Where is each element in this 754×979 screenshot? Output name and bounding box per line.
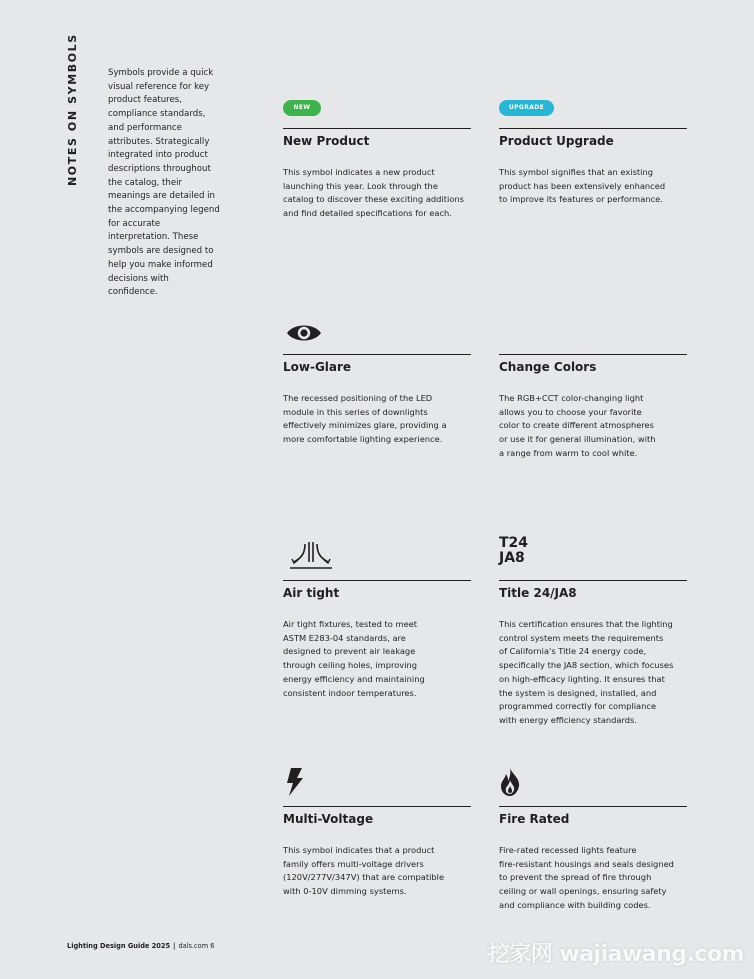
symbol-description: This symbol indicates that a product family offers multi-voltage drivers (120V/277V/347V) that are compatible with 0-10V dimming systems.	[283, 845, 445, 897]
air-tight-icon	[289, 540, 335, 570]
t24-ja8-icon: T24 JA8	[499, 535, 529, 566]
symbol-description: This certification ensures that the lighting control system meets the requirements of California's Title 24 energy code, specifically the JA8 section, which focuses on high-efficacy lighting. It ensures that the system is designed, installed, and programmed correctly for compliance with energy efficiency standards.	[499, 619, 674, 725]
divider	[499, 580, 687, 581]
symbol-title: Product Upgrade	[499, 134, 614, 148]
page-number: 6	[210, 942, 215, 950]
divider	[283, 354, 471, 355]
symbol-title: Fire Rated	[499, 812, 570, 826]
flame-icon	[499, 768, 521, 796]
symbol-description: The RGB+CCT color-changing light allows you to choose your favorite color to create different atmospheres or use it for general illumination, with a range from warm to cool white.	[499, 393, 656, 458]
footer-guide-title: Lighting Design Guide 2025	[67, 942, 171, 950]
divider	[283, 580, 471, 581]
symbol-description: The recessed positioning of the LED module in this series of downlights effectively minimizes glare, providing a more comfortable lighting experience.	[283, 393, 447, 445]
new-badge-icon: NEW	[283, 100, 321, 116]
symbol-description: Air tight fixtures, tested to meet ASTM E283-04 standards, are designed to prevent air leakage through ceiling holes, improving energy efficiency and maintaining consistent indoor temperatures.	[283, 619, 425, 698]
divider	[283, 128, 471, 129]
symbol-description: This symbol indicates a new product launching this year. Look through the catalog to discover these exciting additions and find detailed specifications for each.	[283, 167, 464, 219]
intro-text: Symbols provide a quick visual reference for key product features, compliance standards, and performance attributes. Strategically integrated into product descriptions throughout the catalog, their meanings are detailed in the accompanying legend for accurate interpretation. These symbols are designed to help you make informed decisions with confidence.	[108, 68, 220, 298]
upgrade-badge-icon: UPGRADE	[499, 100, 554, 116]
divider	[283, 806, 471, 807]
page-footer	[67, 942, 214, 950]
divider	[499, 128, 687, 129]
symbol-title: Low-Glare	[283, 360, 352, 374]
divider	[499, 806, 687, 807]
eye-icon	[286, 322, 322, 344]
symbol-title: Air tight	[283, 586, 340, 600]
symbol-description: Fire-rated recessed lights feature fire-resistant housings and seals designed to prevent the spread of fire through ceiling or wall openings, ensuring safety and compliance with building codes.	[499, 845, 674, 910]
footer-separator: |	[173, 942, 176, 950]
symbol-title: New Product	[283, 134, 370, 148]
symbol-description: This symbol signifies that an existing product has been extensively enhanced to improve its features or performance.	[499, 167, 666, 205]
symbol-title: Change Colors	[499, 360, 597, 374]
section-title: NOTES ON SYMBOLS	[66, 33, 79, 186]
symbol-title: Multi-Voltage	[283, 812, 374, 826]
lightning-bolt-icon	[285, 768, 305, 796]
watermark: 挖家网 wajiawang.com	[487, 942, 744, 967]
symbol-title: Title 24/JA8	[499, 586, 577, 600]
footer-site: dals.com	[178, 942, 209, 950]
divider	[499, 354, 687, 355]
